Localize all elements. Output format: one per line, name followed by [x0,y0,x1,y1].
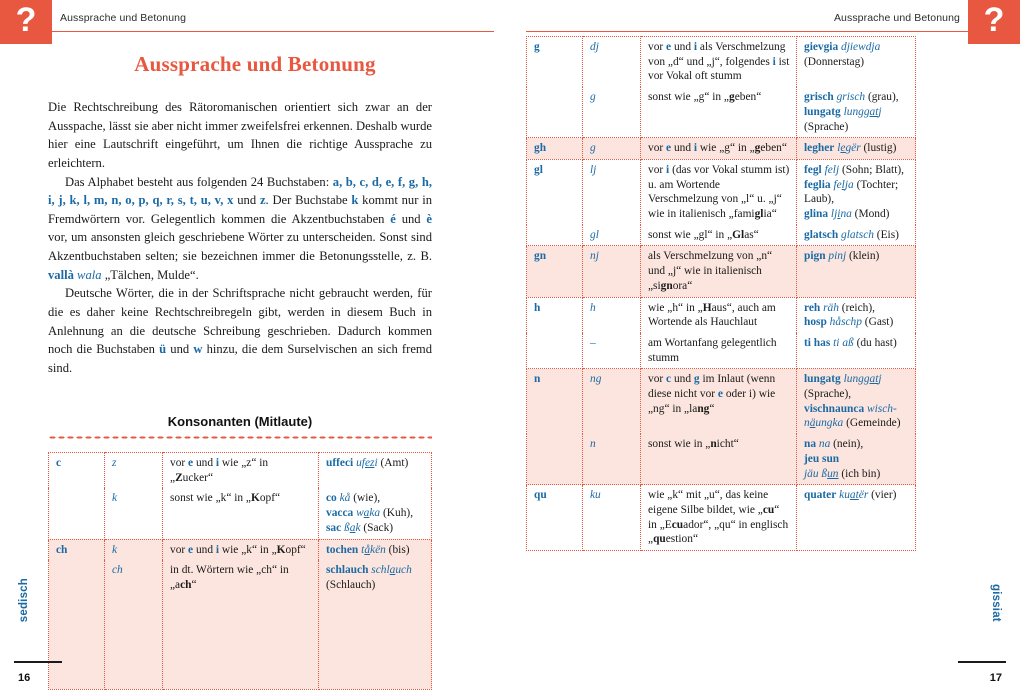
p2-d: kommt nur in Fremdwörtern vor. Gelegentlich kommen die Akzentbuchstaben [48,193,433,226]
desc-text: ucker“ [182,471,214,484]
cell-description [163,560,319,689]
desc-emph: g [754,142,761,155]
example-phonetic: tåkën [361,543,386,556]
question-mark-icon: ? [968,0,1020,44]
desc-text: vor [648,373,667,386]
desc-text: wie „k“ mit „u“, das keine eigene Silbe bildet, wie „ [648,489,769,516]
desc-text: aus“, auch am Wortende als Hauchlaut [648,301,776,329]
table-row [527,297,916,333]
desc-emph: ch [180,578,192,591]
example-phonetic: lunggatj [843,105,882,118]
table-row [49,453,432,489]
table-row [527,159,916,224]
example-phonetic: håschp [829,316,862,329]
cell-sound: h [583,297,641,333]
p2-example-word: vallà [48,267,74,282]
cell-description [641,369,797,434]
cell-description [641,87,797,138]
example-gloss: (wie), [350,492,381,505]
p3-a: Deutsche Wörter, die in der Schriftsprache nicht gebraucht werden, für die es daher keine Rechtschreibregeln gibt, werden in diesem Buch in Anlehnung an die deutsche Schreibung geschrieben. Dadurch kommen noch die Buchstaben [48,286,432,357]
example-word: grisch [804,91,834,104]
desc-text: und [671,373,694,386]
cell-description [641,138,797,160]
desc-letter: e [188,457,194,469]
example-phonetic: felja [833,178,854,191]
desc-text: sonst wie „k“ in „ [170,492,251,505]
desc-text: “ [709,402,715,415]
desc-letter: i [693,41,698,53]
table-row [49,560,432,689]
example-word: schlauch [326,564,369,577]
example-gloss: (Eis) [873,228,899,241]
desc-text: wie „h“ in „ [648,301,703,314]
cell-letter: gl [527,159,583,224]
table-row [49,488,432,539]
cell-sound: g [583,138,641,160]
example-phonetic: ljina [830,208,852,221]
cell-letter: gn [527,246,583,297]
cell-letter: g [527,37,583,88]
cell-examples [797,138,916,160]
desc-letter: i [215,457,220,469]
desc-text: opf“ [285,543,306,556]
desc-text: und [671,41,694,53]
page-number-right: 17 [989,672,1002,684]
example-gloss: (vier) [868,489,897,502]
cell-examples [797,333,916,369]
example-phonetic: waka [356,507,381,520]
p2-alphabet: a, b, c, d, e, f, g, h, i, j, k, l, m, n, o, p, q, r, s, t, u, v, x [48,174,432,208]
cell-examples [797,369,916,434]
cell-letter [527,434,583,485]
example-gloss: (Sprache), [804,388,852,401]
desc-emph: K [250,492,260,505]
example-word: co [326,492,337,505]
p3-b: und [166,342,194,357]
example-phonetic: djiewdja [841,41,881,53]
page-title: Aussprache und Betonung [134,52,376,76]
desc-text: eben“ [734,91,762,104]
cell-sound: – [583,333,641,369]
p2-e-acute: é [390,211,396,226]
desc-letter: c [666,373,672,386]
table-row [527,434,916,485]
example-word: na [804,438,817,451]
example-phonetic: kå [339,492,351,505]
example-gloss: (Donnerstag) [804,55,865,68]
example-gloss: (grau), [865,91,899,104]
cell-letter: h [527,297,583,333]
cell-letter: gh [527,138,583,160]
desc-text: ador“, „qu“ in englisch „ [648,518,789,546]
running-head-right: Aussprache und Betonung [833,12,960,24]
example-phonetic: ti aß [833,336,854,349]
cell-sound: ng [583,369,641,434]
table-row [527,37,916,88]
pronunciation-table-right [526,36,916,551]
desc-text: eben“ [760,142,787,155]
desc-emph: gn [660,279,673,292]
example-gloss: (Amt) [377,457,409,469]
paragraph-1: Die Rechtschreibung des Rätoromanischen orientiert sich zwar an der Ausspache, lässt sie aber nicht immer zweifelsfrei erkennen. Deshalb wurde hier eine Lautschrift eingeführt, um Ihnen die richtige Aussprache zu erleichtern. [48,100,432,170]
cell-description [641,434,797,485]
example-word: jeu sun [804,452,840,465]
example-phonetic: räh [823,301,839,314]
table-row [527,246,916,297]
example-word: pign [804,250,826,263]
desc-text: und [671,142,694,155]
p2-g: „Tälchen, Mulde“. [101,267,199,282]
cell-description [163,453,319,489]
desc-text: sonst wie „g“ in „ [648,91,729,104]
example-phonetic: na [818,438,831,451]
example-gloss: (reich), [838,301,875,314]
cell-examples [797,37,916,88]
example-word: fegl [804,163,822,176]
example-phonetic: jäu ßun [804,467,839,480]
desc-text: ia“ [763,208,777,221]
desc-text: sonst wie „gl“ in „ [648,228,733,241]
example-gloss: (Gast) [861,316,894,329]
cell-examples [797,485,916,551]
desc-emph: Z [175,471,183,484]
paragraph-2 [48,173,432,285]
example-word: hosp [804,316,827,329]
example-gloss: (klein) [846,250,880,263]
cell-description [163,539,319,560]
example-gloss: (Kuh), [380,507,414,520]
desc-letter: i [772,55,776,68]
cell-description [641,37,797,88]
cell-letter [527,333,583,369]
cell-examples [319,488,432,539]
cell-letter [527,225,583,246]
desc-emph: g [728,91,735,104]
cell-sound: g [583,87,641,138]
desc-letter: e [717,388,723,401]
desc-emph: Gl [732,228,745,241]
example-gloss: (du hast) [853,336,897,349]
p2-f: vor, um ansonsten gleich geschriebene Wörter zu unterscheiden. Sonst sind Akzentbuchstaben selten; sie bezeichnen immer die Betonungsstelle, z. B. [48,230,432,263]
p2-example-phonetic: wala [77,267,102,282]
desc-emph: qu [653,533,666,546]
example-word: ti has [804,336,831,349]
cell-sound: ku [583,485,641,551]
page-number-left: 16 [18,672,31,684]
example-word: tochen [326,543,359,556]
example-phonetic: ufezi [356,457,378,469]
desc-letter: i [666,163,670,176]
p3-w: w [193,342,203,357]
example-gloss: (nein), [830,438,864,451]
p2-b: und [233,193,260,208]
cell-sound: lj [583,159,641,224]
p2-z: z [259,193,266,208]
desc-text: in dt. Wörtern wie „ch“ in „a [170,564,289,591]
example-gloss: (Sprache) [804,120,849,133]
example-gloss: (bis) [385,543,410,556]
section-heading-konsonanten: Konsonanten (Mitlaute) [167,414,313,429]
example-word: quater [804,489,837,502]
folio-rule-right [958,661,1006,663]
example-word: lungatg [804,105,841,118]
example-gloss: (Sohn; Blatt), [839,163,905,176]
cell-examples [797,297,916,333]
example-phonetic: lunggatj [843,373,882,386]
desc-emph: H [702,301,712,314]
example-word: lungatg [804,373,841,386]
desc-emph: ng [697,402,710,415]
cell-description [641,485,797,551]
example-gloss: (Tochter; [853,178,899,191]
cell-sound: dj [583,37,641,88]
example-gloss: (ich bin) [838,467,881,480]
cell-description [641,333,797,369]
p2-a: Das Alphabet besteht aus folgenden 24 Buchstaben: [65,174,333,189]
question-mark-icon: ? [0,0,52,44]
desc-text: opf“ [259,492,281,505]
folio-rule-left [14,661,62,663]
desc-text: ist vor Vokal oft stumm [648,55,790,83]
example-gloss: (Schlauch) [326,578,376,591]
cell-sound: k [105,539,163,560]
example-gloss: (Gemeinde) [843,417,901,430]
desc-text: am Wortanfang gelegentlich stumm [648,336,777,364]
example-word: legher [804,142,835,155]
example-word: gievgia [804,41,839,53]
cell-sound: gl [583,225,641,246]
desc-emph: gl [754,208,764,221]
desc-letter: e [666,142,672,155]
cell-sound: n [583,434,641,485]
desc-text: vor [648,163,667,176]
side-thumb-tab-right[interactable]: gissiat [990,584,1002,622]
cell-examples [319,539,432,560]
desc-text: wie „g“ in „ [697,142,755,155]
cell-description [641,297,797,333]
example-gloss: (Mond) [851,208,890,221]
cell-letter [49,488,105,539]
side-thumb-tab-left[interactable]: sedisch [18,577,30,622]
example-word: vischnaunca [804,402,865,415]
desc-text: vor [648,142,667,155]
right-page [510,0,1020,696]
cell-letter: n [527,369,583,434]
table-row [49,539,432,560]
desc-text: und [193,457,216,469]
desc-text: icht“ [716,438,739,451]
table-row [527,485,916,551]
example-word: glina [804,208,829,221]
example-gloss: Laub), [804,193,835,206]
example-word: sac [326,521,342,534]
example-word: glatsch [804,228,839,241]
table-row [527,333,916,369]
cell-sound: z [105,453,163,489]
example-phonetic: wisch- [867,402,897,415]
cell-examples [319,453,432,489]
desc-text: (das vor Vokal stumm ist) u. am Wortende Verschmelzung von „l“ u. „j“ wie in italienisch „fami [648,163,790,221]
cell-description [641,159,797,224]
example-word: uffeci [326,457,354,469]
cell-description [641,246,797,297]
desc-letter: g [693,373,700,386]
desc-text: wie „z“ in „ [170,457,269,484]
header-rule-left [52,31,494,32]
example-phonetic: ßak [344,521,361,534]
desc-emph: n [710,438,717,451]
desc-letter: i [693,142,698,155]
desc-letter: i [215,543,220,556]
example-phonetic: schlauch [371,564,412,577]
desc-text: “ in „E [648,503,780,531]
cell-letter: c [49,453,105,489]
desc-emph: K [276,543,286,556]
cell-examples [797,434,916,485]
cell-letter [527,87,583,138]
cell-sound: ch [105,560,163,689]
example-phonetic: legër [837,142,861,155]
desc-text: wie „k“ in „ [219,543,277,556]
desc-letter: e [188,543,194,556]
p2-e: und [395,211,427,226]
intro-body-copy [48,98,432,377]
running-head-left: Aussprache und Betonung [60,12,187,24]
desc-letter: e [666,41,672,53]
p2-c: . Der Buchstabe [265,193,352,208]
example-phonetic: näungka [804,417,844,430]
table-row [527,369,916,434]
p3-c: hinzu, die dem Surselvischen an sich fremd sind. [48,342,433,375]
cell-sound: k [105,488,163,539]
desc-text: oder i) wie „ng“ in „la [648,388,776,415]
desc-text: “ [191,578,197,591]
desc-text: estion“ [665,533,698,546]
example-phonetic: kuatër [839,489,869,502]
example-phonetic: grisch [836,91,866,104]
desc-emph: cu [671,518,684,531]
cell-description [641,225,797,246]
example-word: vacca [326,507,354,520]
example-gloss: (lustig) [860,142,897,155]
cell-letter: ch [49,539,105,560]
paragraph-3 [48,284,432,377]
example-phonetic: felj [824,163,840,176]
cell-examples [797,225,916,246]
desc-text: ora“ [672,279,693,292]
desc-text: und [193,543,216,556]
p2-k: k [351,193,359,208]
page-gutter [509,0,511,696]
header-rule-right [526,31,968,32]
example-phonetic: glatsch [841,228,874,241]
p2-e-grave: è [426,211,432,226]
example-word: feglia [804,178,831,191]
desc-text: vor [170,543,189,556]
cell-sound: nj [583,246,641,297]
pronunciation-table-left [48,452,432,690]
example-phonetic: pinj [828,250,847,263]
desc-text: sonst wie in „ [648,438,711,451]
p3-ue: ü [159,342,167,357]
cell-examples [797,87,916,138]
example-word: reh [804,301,821,314]
desc-emph: cu [762,503,775,516]
cell-letter [49,560,105,689]
cell-examples [319,560,432,689]
cell-description [163,488,319,539]
desc-text: vor [648,41,667,53]
section-dotted-rule [48,436,432,439]
desc-text: vor [170,457,189,469]
desc-text: als Verschmelzung von „n“ und „j“ wie in italienisch „si [648,250,773,292]
table-row [527,87,916,138]
cell-letter: qu [527,485,583,551]
desc-text: im Inlaut (wenn diese nicht vor [648,373,776,401]
example-gloss: (Sack) [360,521,394,534]
cell-examples [797,246,916,297]
table-row [527,138,916,160]
table-row [527,225,916,246]
desc-text: as“ [744,228,759,241]
desc-text: als Verschmelzung von „d“ und „j“, folgendes [648,41,786,68]
cell-examples [797,159,916,224]
